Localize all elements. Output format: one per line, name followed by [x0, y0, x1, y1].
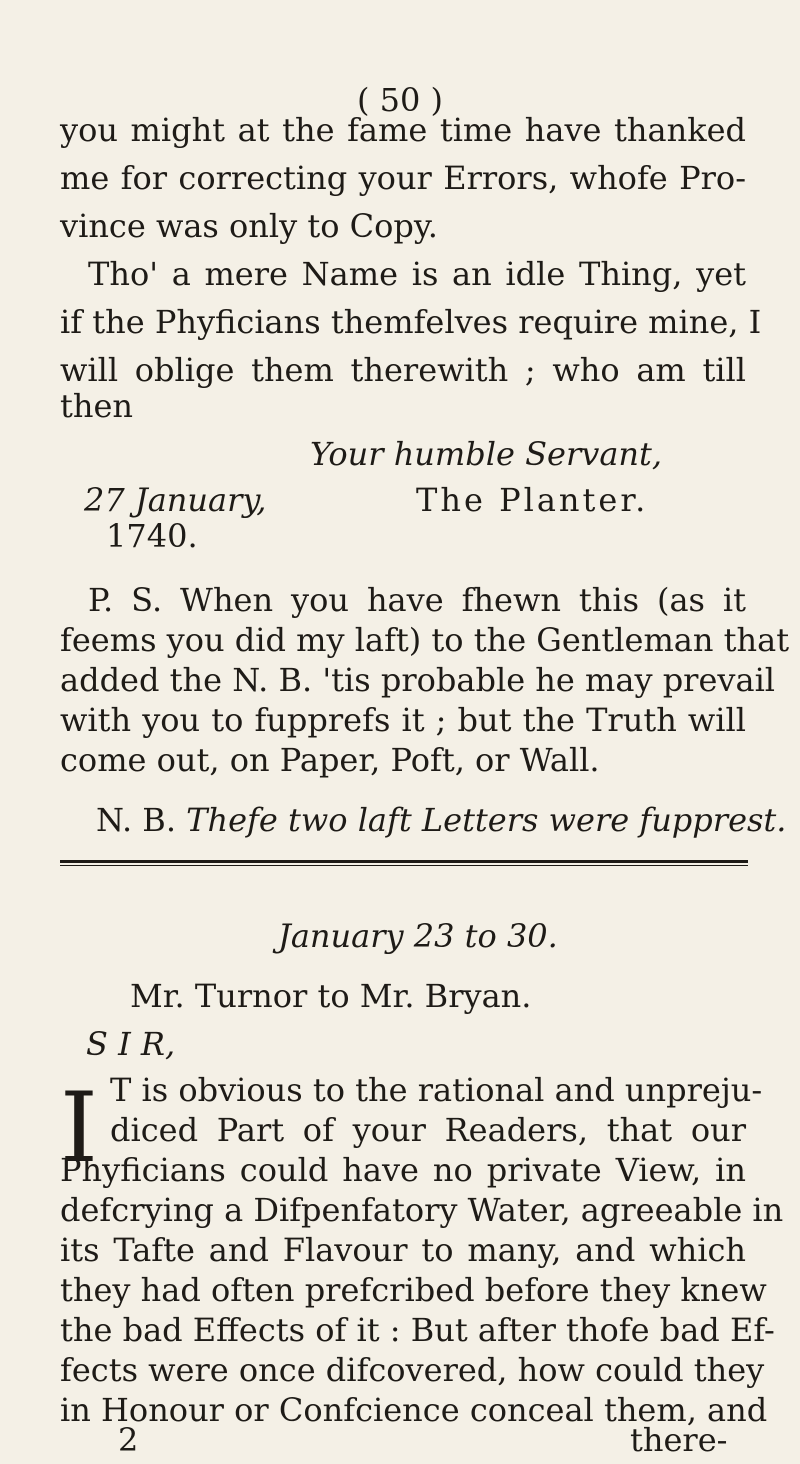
body-line: the bad Effects of it : But after thofe bad Ef- [60, 1311, 775, 1349]
letter-date: 27 January, [84, 481, 267, 519]
text-line: vince was only to Copy. [60, 207, 438, 245]
text-line: will oblige them therewith ; who am till [60, 351, 746, 389]
body-line: fects were once difcovered, how could they [60, 1351, 765, 1389]
postscript-line: feems you did my laft) to the Gentleman that [60, 621, 790, 659]
salutation: S I R, [86, 1025, 176, 1063]
postscript-line: come out, on Paper, Poft, or Wall. [60, 741, 600, 779]
text-line: if the Phyficians themfelves require mine, I [60, 303, 762, 341]
body-line: defcrying a Difpenfatory Water, agreeable in [60, 1191, 784, 1229]
section-divider [60, 860, 748, 866]
body-line: in Honour or Confcience conceal them, and [60, 1391, 768, 1429]
nb-label: N. B. [96, 801, 176, 839]
section-heading: Mr. Turnor to Mr. Bryan. [130, 977, 532, 1015]
postscript-line: with you to fupprefs it ; but the Truth will [60, 701, 746, 739]
text-line: you might at the fame time have thanked [60, 111, 746, 149]
letter-signature: The Planter. [416, 481, 649, 519]
letter-closing: Your humble Servant, [310, 435, 663, 473]
postscript-line: P. S. When you have fhewn this (as it [88, 581, 746, 619]
nb-text: Thefe two laft Letters were fupprest. [186, 801, 787, 839]
nota-bene [96, 800, 787, 840]
page-number: ( 50 ) [356, 81, 444, 119]
body-line: Phyficians could have no private View, in [60, 1151, 746, 1189]
body-line: diced Part of your Readers, that our [110, 1111, 746, 1149]
section-date: January 23 to 30. [278, 917, 558, 955]
text-line: me for correcting your Errors, whofe Pro- [60, 159, 746, 197]
text-line: Tho' a mere Name is an idle Thing, yet [88, 255, 746, 293]
catchword: there- [630, 1421, 728, 1459]
drop-cap: I [60, 1072, 98, 1184]
body-line: they had often prefcribed before they knew [60, 1271, 767, 1309]
body-line: its Tafte and Flavour to many, and which [60, 1231, 746, 1269]
body-line: T is obvious to the rational and unpreju- [110, 1071, 763, 1109]
postscript-line: added the N. B. 'tis probable he may prevail [60, 661, 776, 699]
text-line: then [60, 387, 134, 425]
letter-year: 1740. [106, 517, 198, 555]
signature-mark: 2 [118, 1421, 139, 1459]
